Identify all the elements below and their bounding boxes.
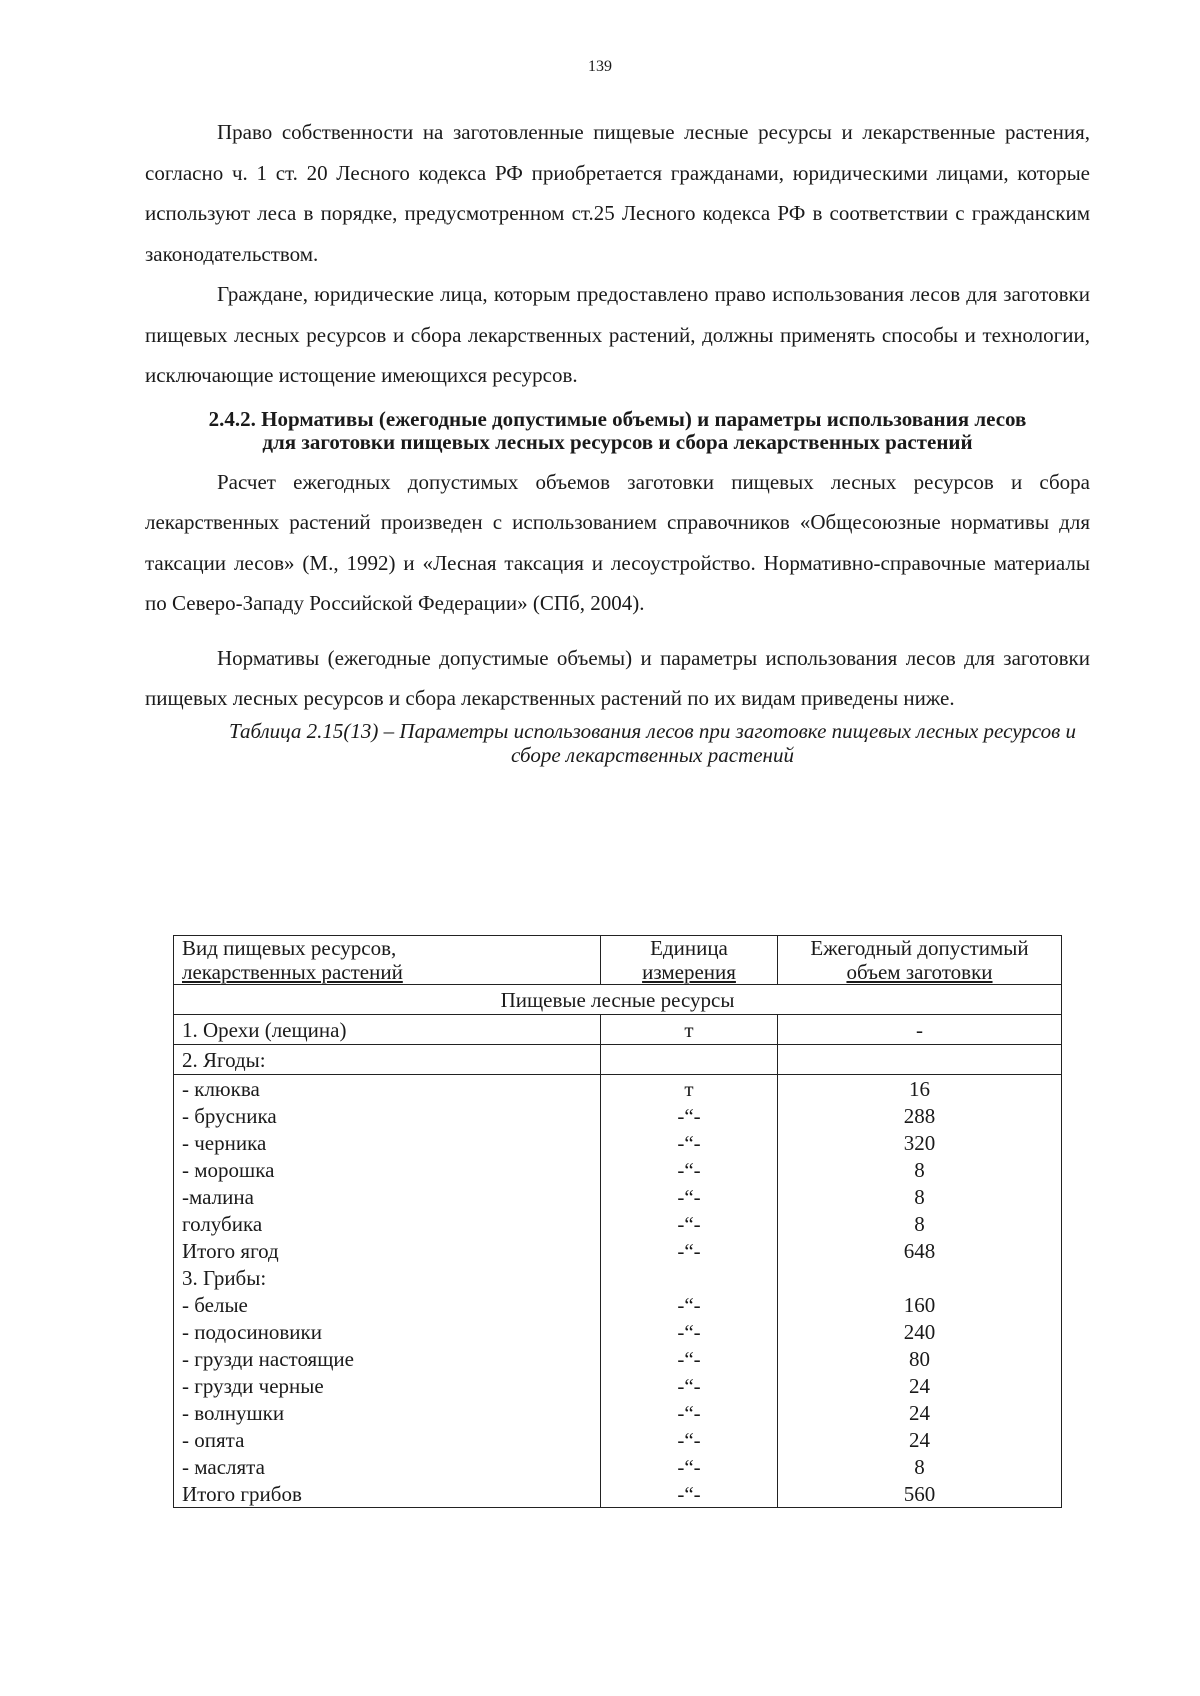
cell-unit: -“- — [601, 1399, 778, 1426]
cell-unit: -“- — [601, 1426, 778, 1453]
cell-resource: - брусника — [174, 1102, 601, 1129]
table-row — [174, 1480, 1062, 1508]
paragraph-ownership: Право собственности на заготовленные пищевые лесные ресурсы и лекарственные растения, согласно ч. 1 ст. 20 Лесного кодекса РФ приобретается гражданами, юридическими лицами, которые используют леса в порядке, предусмотренном ст.25 Лесного кодекса РФ в соответствии с гражданским законодательством. — [145, 120, 1090, 266]
table-row — [174, 1453, 1062, 1480]
table-row — [174, 1102, 1062, 1129]
header-unit-line2: измерения — [642, 960, 736, 984]
cell-unit: -“- — [601, 1318, 778, 1345]
cell-resource: 2. Ягоды: — [174, 1045, 601, 1075]
table-row — [174, 1129, 1062, 1156]
cell-resource: Итого ягод — [174, 1237, 601, 1264]
section-heading: 2.4.2. Нормативы (ежегодные допустимые объемы) и параметры использования лесов для заготовки пищевых лесных ресурсов и сбора лекарственных растений — [208, 406, 1027, 454]
cell-unit: -“- — [601, 1345, 778, 1372]
cell-volume: - — [778, 1015, 1062, 1045]
paragraph-calculation: Расчет ежегодных допустимых объемов заготовки пищевых лесных ресурсов и сбора лекарственных растений произведен с использованием справочников «Общесоюзные нормативы для таксации лесов» (М., 1992) и «Лесная таксация и лесоустройство. Нормативно-справочные материалы по Северо-Западу Российской Федерации» (СПб, 2004). — [145, 469, 1090, 615]
cell-volume: 24 — [778, 1372, 1062, 1399]
cell-volume: 8 — [778, 1210, 1062, 1237]
cell-volume: 560 — [778, 1480, 1062, 1508]
cell-resource: - белые — [174, 1291, 601, 1318]
cell-resource: голубика — [174, 1210, 601, 1237]
table-header-row — [174, 936, 1062, 985]
table-caption: Таблица 2.15(13) – Параметры использования лесов при заготовке пищевых лесных ресурсов и сборе лекарственных растений — [229, 718, 1076, 767]
cell-unit — [601, 1045, 778, 1075]
cell-volume: 8 — [778, 1453, 1062, 1480]
cell-resource: - клюква — [174, 1075, 601, 1103]
table-row — [174, 1075, 1062, 1103]
cell-resource: 3. Грибы: — [174, 1264, 601, 1291]
cell-unit: -“- — [601, 1183, 778, 1210]
table-row — [174, 1045, 1062, 1075]
cell-resource: 1. Орехи (лещина) — [174, 1015, 601, 1045]
table-row — [174, 1399, 1062, 1426]
cell-volume: 24 — [778, 1399, 1062, 1426]
cell-volume: 8 — [778, 1183, 1062, 1210]
header-resource-type-line1: Вид пищевых ресурсов, — [182, 936, 397, 960]
cell-volume — [778, 1264, 1062, 1291]
cell-unit: -“- — [601, 1237, 778, 1264]
table-row — [174, 1156, 1062, 1183]
header-resource-type-line2: лекарственных растений — [182, 960, 403, 984]
resources-table — [173, 935, 1062, 1508]
cell-volume: 648 — [778, 1237, 1062, 1264]
cell-unit: -“- — [601, 1291, 778, 1318]
cell-resource: - волнушки — [174, 1399, 601, 1426]
document-body — [145, 112, 1090, 767]
table-row — [174, 1372, 1062, 1399]
cell-volume: 160 — [778, 1291, 1062, 1318]
table-section-row — [174, 985, 1062, 1015]
cell-unit: -“- — [601, 1156, 778, 1183]
header-resource-type — [174, 936, 601, 985]
cell-resource: - грузди черные — [174, 1372, 601, 1399]
cell-unit: т — [601, 1015, 778, 1045]
header-unit — [601, 936, 778, 985]
cell-resource: - грузди настоящие — [174, 1345, 601, 1372]
cell-volume — [778, 1045, 1062, 1075]
cell-volume: 320 — [778, 1129, 1062, 1156]
cell-unit: т — [601, 1075, 778, 1103]
table-row — [174, 1291, 1062, 1318]
cell-volume: 24 — [778, 1426, 1062, 1453]
cell-volume: 16 — [778, 1075, 1062, 1103]
cell-volume: 80 — [778, 1345, 1062, 1372]
table-row — [174, 1426, 1062, 1453]
cell-volume: 288 — [778, 1102, 1062, 1129]
header-annual-volume-line2: объем заготовки — [846, 960, 993, 984]
paragraph-norms: Нормативы (ежегодные допустимые объемы) и параметры использования лесов для заготовки пищевых лесных ресурсов и сбора лекарственных растений по их видам приведены ниже. — [145, 645, 1090, 710]
table-row — [174, 1345, 1062, 1372]
cell-unit — [601, 1264, 778, 1291]
cell-unit: -“- — [601, 1453, 778, 1480]
cell-resource: -малина — [174, 1183, 601, 1210]
cell-resource: - подосиновики — [174, 1318, 601, 1345]
header-annual-volume — [778, 936, 1062, 985]
table-row — [174, 1210, 1062, 1237]
table-row — [174, 1237, 1062, 1264]
cell-resource: - маслята — [174, 1453, 601, 1480]
paragraph-requirements: Граждане, юридические лица, которым предоставлено право использования лесов для заготовки пищевых лесных ресурсов и сбора лекарственных растений, должны применять способы и технологии, исключающие истощение имеющихся ресурсов. — [145, 282, 1090, 387]
cell-resource: - черника — [174, 1129, 601, 1156]
cell-volume: 8 — [778, 1156, 1062, 1183]
cell-unit: -“- — [601, 1210, 778, 1237]
cell-unit: -“- — [601, 1102, 778, 1129]
section-title-cell: Пищевые лесные ресурсы — [174, 985, 1062, 1015]
cell-unit: -“- — [601, 1480, 778, 1508]
table-row — [174, 1015, 1062, 1045]
cell-resource: - морошка — [174, 1156, 601, 1183]
page-number: 139 — [588, 58, 612, 75]
cell-volume: 240 — [778, 1318, 1062, 1345]
header-annual-volume-line1: Ежегодный допустимый — [810, 936, 1029, 960]
table-row — [174, 1318, 1062, 1345]
cell-unit: -“- — [601, 1372, 778, 1399]
header-unit-line1: Единица — [650, 936, 728, 960]
cell-resource: Итого грибов — [174, 1480, 601, 1508]
cell-resource: - опята — [174, 1426, 601, 1453]
cell-unit: -“- — [601, 1129, 778, 1156]
table-row — [174, 1183, 1062, 1210]
table-row — [174, 1264, 1062, 1291]
